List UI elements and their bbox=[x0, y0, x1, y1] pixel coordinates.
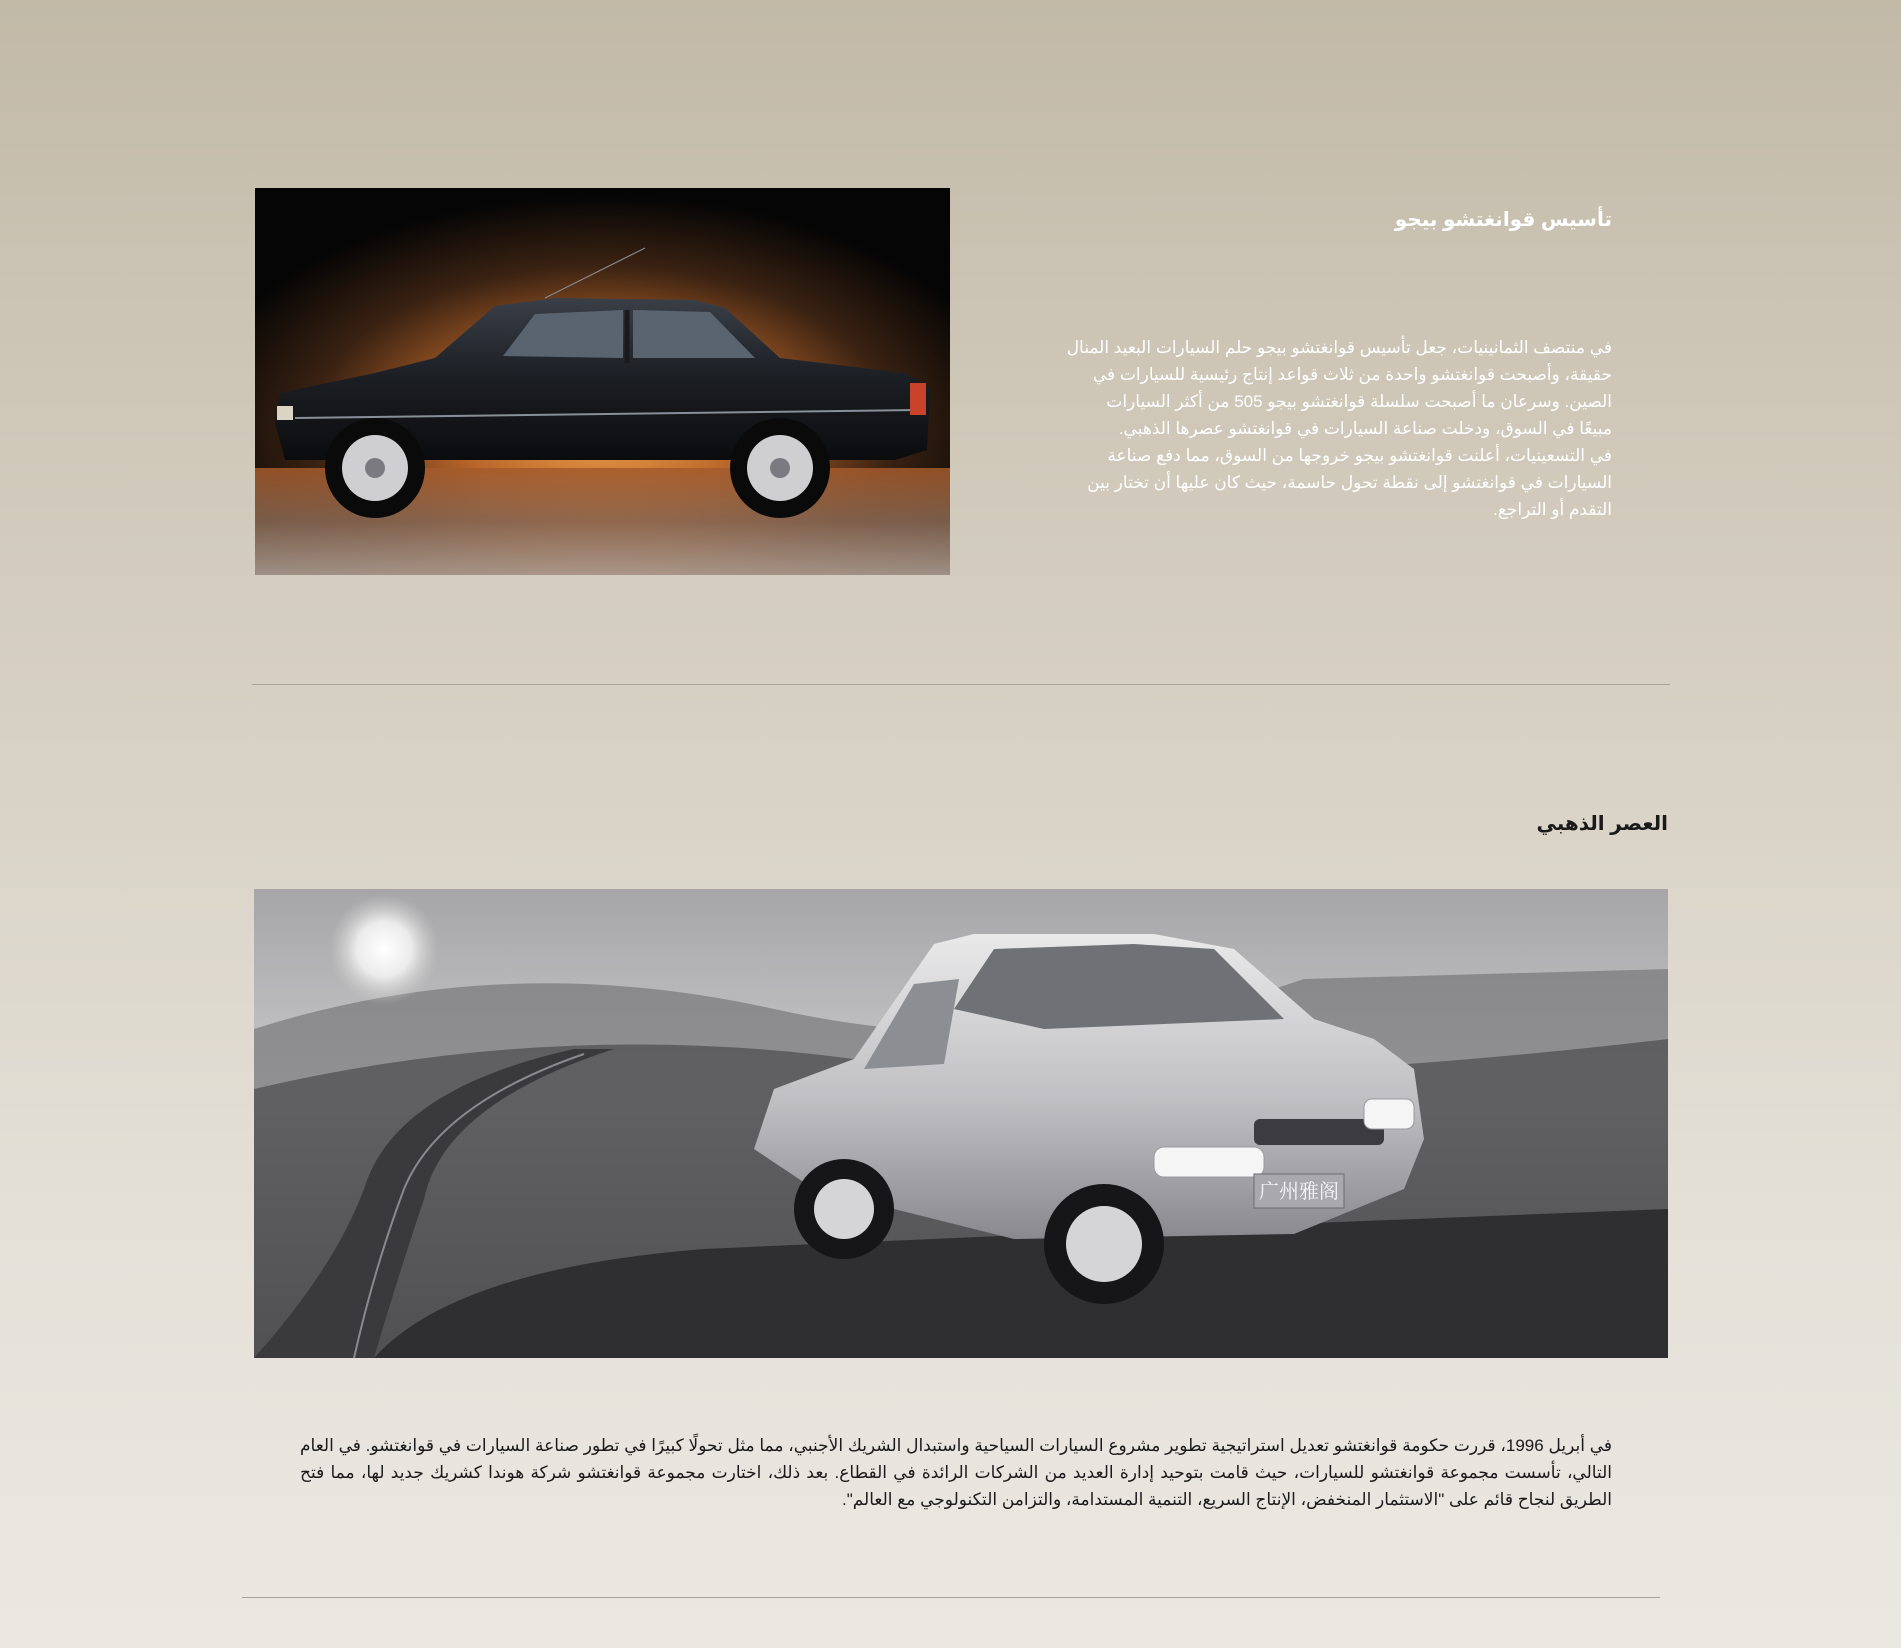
section-paragraph-golden-age: في أبريل 1996، قررت حكومة قوانغتشو تعديل استراتيجية تطوير مشروع السيارات السياحية واستبدال الشريك الأجنبي، مما مثل تحولًا كبيرًا في تطور صناعة السيارات في قوانغتشو. في العام التالي، تأسست مجموعة قوانغتشو للسيارات، حيث قامت بتوحيد إدارة العديد من الشركات الرائدة في القطاع. بعد ذلك، اختارت مجموعة قوانغتشو شركة هوندا كشريك جديد لها، مما فتح الطريق لنجاح قائم على "الاستثمار المنخفض، الإنتاج السريع، التنمية المستدامة، والتزامن التكنولوجي مع العالم". bbox=[300, 1436, 1612, 1509]
section-title-guangzhou-peugeot: تأسيس قوانغتشو بيجو bbox=[1394, 209, 1612, 231]
paragraph-line: التقدم أو التراجع. bbox=[1493, 500, 1612, 519]
section-divider bbox=[252, 684, 1670, 685]
honda-accord-photo bbox=[254, 889, 1668, 1358]
section-divider bbox=[242, 1597, 1660, 1598]
paragraph-line: في التسعينيات، أعلنت قوانغتشو بيجو خروجها من السوق، مما دفع صناعة bbox=[1107, 446, 1612, 465]
paragraph-line: السيارات في قوانغتشو إلى نقطة تحول حاسمة، حيث كان عليها أن تختار بين bbox=[1087, 473, 1612, 492]
paragraph-line: في منتصف الثمانينيات، جعل تأسيس قوانغتشو بيجو حلم السيارات البعيد المنال bbox=[1066, 338, 1612, 357]
section-paragraph-peugeot bbox=[1030, 334, 1612, 523]
section-title-golden-age: العصر الذهبي bbox=[1536, 813, 1668, 835]
paragraph-line: مبيعًا في السوق، ودخلت صناعة السيارات في قوانغتشو عصرها الذهبي. bbox=[1118, 419, 1612, 438]
paragraph-line: حقيقة، وأصبحت قوانغتشو واحدة من ثلاث قواعد إنتاج رئيسية للسيارات في bbox=[1092, 365, 1612, 384]
license-plate-text: 广州雅阁 bbox=[1259, 1179, 1339, 1203]
peugeot-505-photo bbox=[255, 188, 950, 575]
paragraph-line: الصين. وسرعان ما أصبحت سلسلة قوانغتشو بيجو 505 من أكثر السيارات bbox=[1106, 392, 1612, 411]
